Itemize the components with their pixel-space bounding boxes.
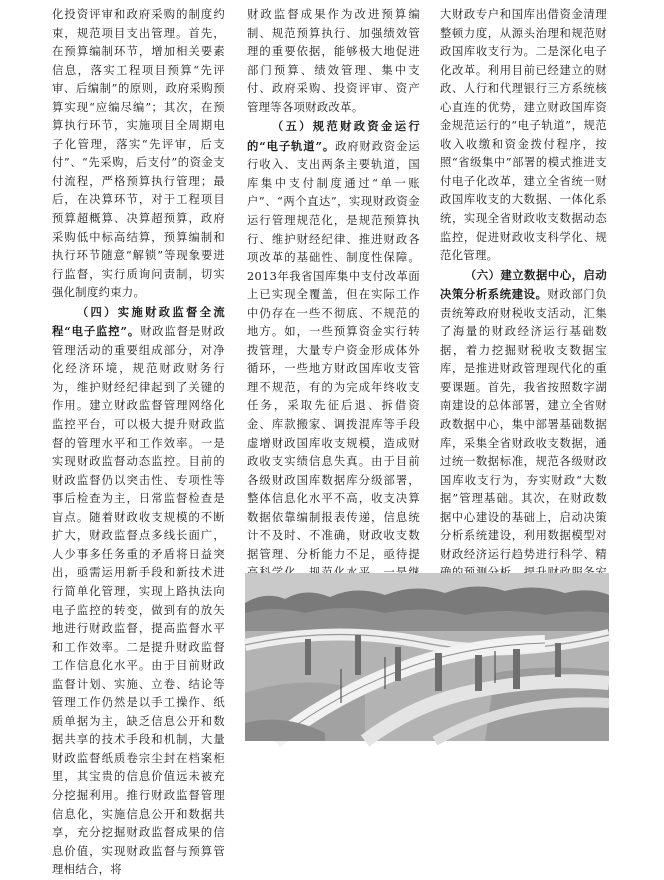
column-left — [52, 6, 225, 880]
highway-interchange-photo — [245, 573, 609, 741]
section-body-6: 财政部门负责统筹政府财税收支活动，汇集了海量的财政经济运行基础数据，着力挖掘财税收支数据宝库，是推进财政管理现代化的重要课题。首先，我省按照数字湖南建设的总体部署，建立全省财政数据中心，集中部署基础数据库，采集全省财政收支数据，通过统一数据标准，规范各级财政国库收支行为，夯实财政“大数据”管理基础。其次，在财政数据中心建设的基础上，启动决策分析系统建设，利用数据模型对财政经济运行趋势进行科学、精 — [440, 288, 607, 561]
section-paragraph-4 — [52, 303, 225, 880]
paragraph: 化投资评审和政府采购的制度约束，规范项目支出管理。首先，在预算编制环节，增加相关要素信息，落实工程项目预算“先评审、后编制”的原则，政府采购预算实现“应编尽编”；其次，在预算执行环节，实施项目全周期电子化管理，落实“先评审，后支付”、“先采购，后支付”的资金支付流程，严格预算执行管理；最后，在决算环节，对于工程项目预算超概算、决算超预算，政府采购低中标高结算，预算编制和执行环节随意“解锁”等现象要进行监督，实行质询问责制，切实强化制度约束力。 — [52, 8, 225, 300]
paragraph: 财政监督成果作为改进预算编制、规范预算执行、加强绩效管理的重要依据，能够极大地促进部门预算、绩效管理、集中支付、政府采购、投资评审、资产管理等各项财政改革。 — [247, 8, 420, 114]
column-middle — [247, 6, 421, 561]
section-heading-5: （五）规范财政资金运行的“电子轨道”。 — [247, 119, 420, 153]
column-right — [440, 6, 607, 641]
section-heading-6: （六）建立数据中心，启动决策分析系统建设。 — [440, 267, 607, 302]
section-paragraph-6 — [440, 266, 607, 620]
paragraph: 大财政专户和国库出借资金清理整顿力度，从源头治理和规范财政国库收支行为。二是深化电子化改革。利用目前已经建立的财政、人行和代理银行三方系统核心直连的优势，建立财政国库资金规范运行的“电子轨道”，规范收入收缴和资金拨付程序，按照“省级集中”部署的模式推进支付电子化改革，建立全省统一财政国库收支的大数据、一体化系统，实现全省财政收支数据动态监控，促进财政收支科学化、规范化管理。 — [440, 8, 607, 263]
section-heading-4: （四）实施财政监督全流程“电子监控”。 — [52, 304, 225, 339]
section-body-4: 财政监督是财政管理活动的重要组成部分，对净化经济环境，规范财政财务行为，维护财经纪律起到了关键的作用。建立财政监督管理网络化监控平台，可以极大提升财政监督的管理水平和工作效率。一是实现财政监督动态监控。目前的财政监督仍以突击性、专项性等事后检查为主，日常监督检查是盲点。随着财政收支规模的不断扩大，财政监督点多线长面广，人少事多任务重的矛盾将日益突出，亟需运用新手段和新技术进行简单化管理，实现上路执法向电子监控的转变，做到有的放矢地进行财政监督，提高监督水平和工作效率。二是提升财政监督工作信息化水平。由于目前财政监督计划、实施、立卷、结论等管理工作仍然是以手工操作、纸质单据为主，缺乏信息公开和数据共享的技术手段和机制，大量财政监督纸质卷宗尘封在档案柜里，其宝贵的信息价值远未被充分挖掘利用。推行财政监督管理信息化，实施信息公开和数据共享，充分挖掘财政监督成果的信息价值，实现财政监督与预算管理相结合，将 — [52, 325, 226, 877]
section-body-5: 政府财政资金运行收入、支出两条主要轨道，国库集中支付制度通过“单一账户”、“两个直达”，实现财政资金运行管理规范化，是规范预算执行、维护财经纪律、推进财政各项改革的基础性、制度性保障。2013年我省国库集中支付改革面上已实现全覆盖，但在实际工作中仍存在一些不彻底、不规范的地方。如，一些预算资金实行转拨管理，大量专户资金形成体外循环，一些地方财政国库收支管理不规范，有的为完成年终收支任务，采取先征后退、拆借资金、库款搬家、调拨混库等手段虚增财政国库收支规模，造成财政收支实绩信息失真。由于目前各级财政国库数据库分级部署，整体信息化水平不高，收支决算数据依靠编制报表传递，信息统计不及时、不准确，财政收支数据管理、分析能力不足，亟待提 — [247, 139, 421, 561]
